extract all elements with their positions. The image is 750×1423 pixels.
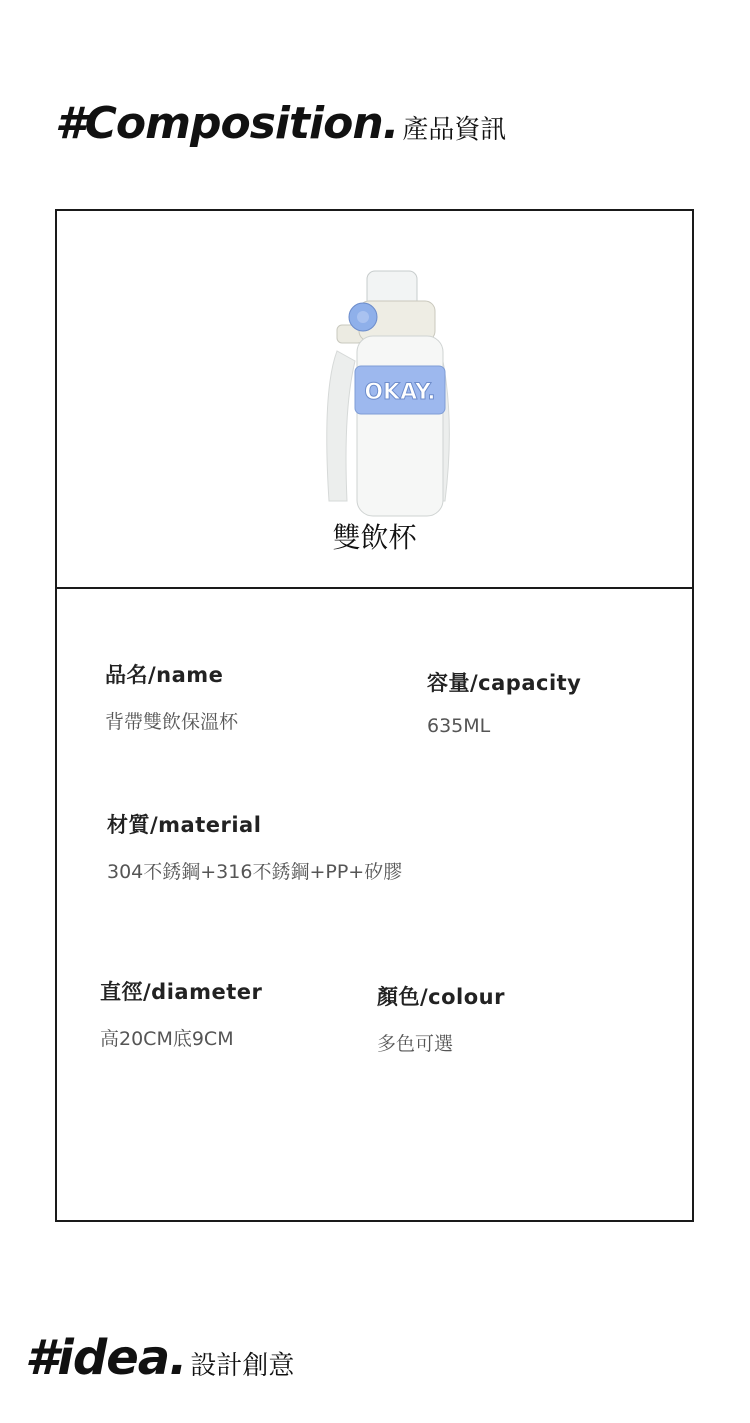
section-footer <box>25 1330 294 1386</box>
spec-capacity-label: 容量/capacity <box>427 671 582 695</box>
spec-colour <box>377 981 505 1056</box>
spec-diameter <box>100 976 262 1051</box>
spec-material-label: 材質/material <box>107 813 262 837</box>
bottle-image <box>277 251 477 521</box>
frame-divider <box>57 587 692 589</box>
spec-material <box>107 809 402 884</box>
spec-diameter-label: 直徑/diameter <box>100 980 263 1004</box>
spec-name-value: 背帶雙飲保溫杯 <box>105 711 239 733</box>
spec-colour-value: 多色可選 <box>377 1033 454 1055</box>
spec-capacity-value: 635ML <box>427 715 491 737</box>
spec-capacity <box>427 667 581 737</box>
spec-name-label: 品名/name <box>105 663 224 687</box>
idea-subtitle: 設計創意 <box>190 1351 295 1381</box>
spec-material-value: 304不銹鋼+316不銹鋼+PP+矽膠 <box>107 861 403 883</box>
idea-title: #idea. <box>25 1330 187 1386</box>
product-caption: 雙飲杯 <box>332 521 417 554</box>
svg-text:OKAY.: OKAY. <box>364 380 436 405</box>
section-header <box>55 98 506 149</box>
spec-diameter-value: 高20CM底9CM <box>100 1028 234 1050</box>
spec-name <box>105 659 238 734</box>
product-info-frame <box>55 209 694 1222</box>
spec-colour-label: 顏色/colour <box>377 985 505 1009</box>
composition-title: #Composition. <box>55 98 399 149</box>
composition-subtitle: 產品資訊 <box>402 115 507 145</box>
